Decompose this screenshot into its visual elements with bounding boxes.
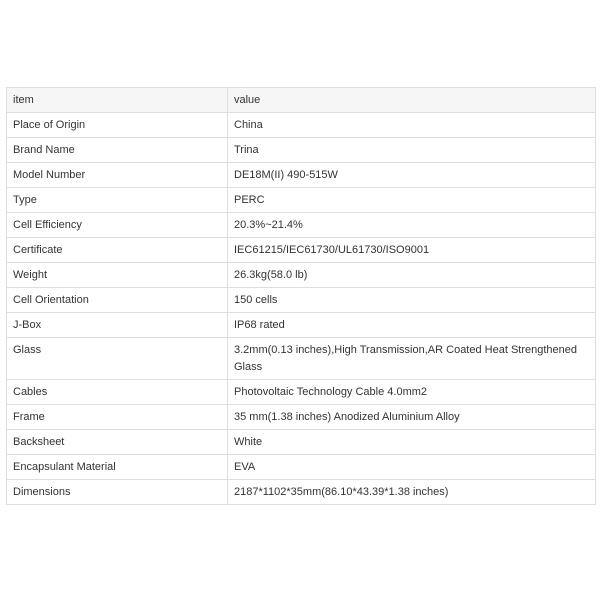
row-item: Frame	[7, 405, 228, 430]
table-row	[7, 430, 596, 455]
table-row	[7, 238, 596, 263]
row-value: 150 cells	[228, 288, 596, 313]
row-value: DE18M(II) 490-515W	[228, 163, 596, 188]
row-value: 26.3kg(58.0 lb)	[228, 263, 596, 288]
table-row	[7, 455, 596, 480]
table-row	[7, 138, 596, 163]
row-item: Cables	[7, 380, 228, 405]
row-item: J-Box	[7, 313, 228, 338]
table-row	[7, 213, 596, 238]
header-item: item	[7, 88, 228, 113]
header-value: value	[228, 88, 596, 113]
row-value: 3.2mm(0.13 inches),High Transmission,AR Coated Heat Strengthened Glass	[228, 338, 596, 380]
table-row	[7, 163, 596, 188]
table-row	[7, 480, 596, 505]
row-item: Type	[7, 188, 228, 213]
row-item: Brand Name	[7, 138, 228, 163]
row-value: Trina	[228, 138, 596, 163]
row-item: Weight	[7, 263, 228, 288]
row-value: EVA	[228, 455, 596, 480]
row-item: Model Number	[7, 163, 228, 188]
spec-table-body	[7, 88, 596, 505]
table-row	[7, 405, 596, 430]
table-row	[7, 313, 596, 338]
row-value: China	[228, 113, 596, 138]
row-value: 20.3%~21.4%	[228, 213, 596, 238]
row-value: PERC	[228, 188, 596, 213]
table-row	[7, 338, 596, 380]
table-row	[7, 188, 596, 213]
row-value: Photovoltaic Technology Cable 4.0mm2	[228, 380, 596, 405]
row-value: White	[228, 430, 596, 455]
row-value: 35 mm(1.38 inches) Anodized Aluminium Alloy	[228, 405, 596, 430]
row-item: Backsheet	[7, 430, 228, 455]
table-row	[7, 263, 596, 288]
row-item: Glass	[7, 338, 228, 380]
row-item: Cell Orientation	[7, 288, 228, 313]
row-value: IEC61215/IEC61730/UL61730/ISO9001	[228, 238, 596, 263]
table-header-row	[7, 88, 596, 113]
table-row	[7, 380, 596, 405]
table-row	[7, 113, 596, 138]
row-item: Dimensions	[7, 480, 228, 505]
row-item: Cell Efficiency	[7, 213, 228, 238]
spec-table	[6, 87, 596, 505]
row-item: Place of Origin	[7, 113, 228, 138]
row-value: IP68 rated	[228, 313, 596, 338]
row-item: Encapsulant Material	[7, 455, 228, 480]
table-row	[7, 288, 596, 313]
row-item: Certificate	[7, 238, 228, 263]
row-value: 2187*1102*35mm(86.10*43.39*1.38 inches)	[228, 480, 596, 505]
